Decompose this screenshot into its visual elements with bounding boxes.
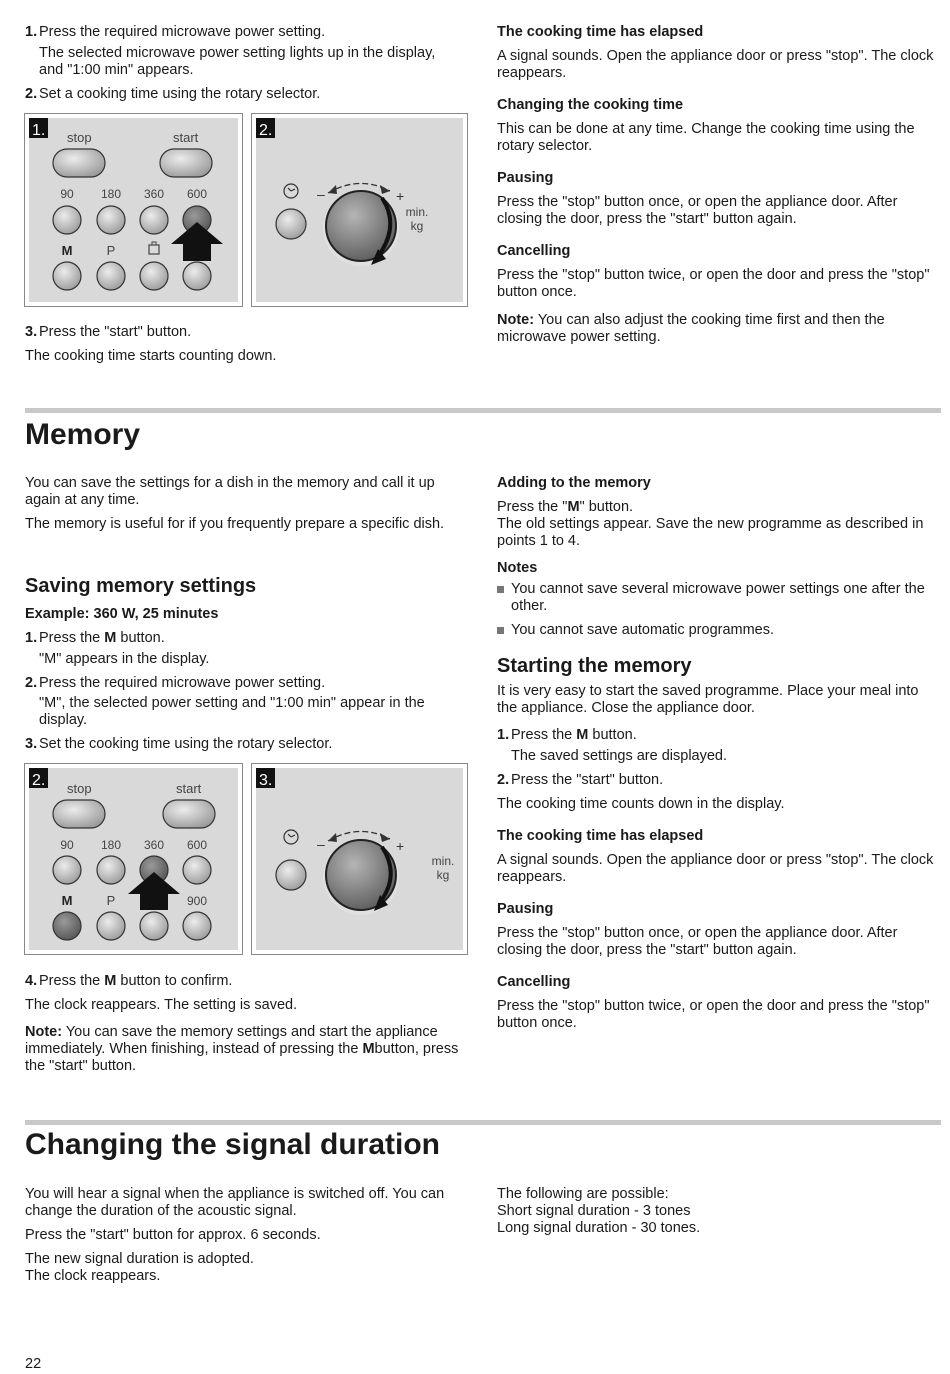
heading-time-elapsed: The cooking time has elapsed: [497, 828, 704, 844]
page-number: 22: [25, 1356, 42, 1372]
example-heading: Example: 360 W, 25 minutes: [25, 606, 219, 622]
memory-step-2-detail: "M", the selected power setting and "1:00 min" appear in the display.: [39, 695, 425, 728]
kg-label: kg: [410, 219, 424, 233]
badge-2-label: 2.: [259, 122, 273, 139]
section-divider: [25, 1120, 941, 1125]
start-label: start: [176, 781, 202, 796]
minus-label: –: [317, 836, 325, 852]
power-button[interactable]: [97, 206, 125, 234]
power-label: 90: [60, 838, 74, 852]
memory-label: M: [61, 893, 73, 908]
badge-3-label: 3.: [259, 772, 273, 789]
programme-label: P: [106, 893, 116, 908]
memory-step-4: 4. Press the M button to confirm.: [25, 973, 233, 989]
power-label: 180: [100, 838, 122, 852]
power-label: 600: [186, 838, 208, 852]
programme-button[interactable]: [97, 912, 125, 940]
step-2: 2. Set a cooking time using the rotary selector.: [25, 86, 321, 102]
start-step-1: 1. Press the M button.: [497, 727, 637, 743]
minus-label: –: [317, 186, 325, 202]
min-label: min.: [405, 205, 429, 219]
paragraph: A signal sounds. Open the appliance door or press "stop". The clock reappears.: [497, 852, 934, 885]
stop-label: stop: [67, 781, 92, 796]
paragraph: Press the "start" button for approx. 6 seconds.: [25, 1227, 321, 1243]
memory-step-1-detail: "M" appears in the display.: [39, 651, 210, 667]
bullet-icon: [497, 627, 504, 634]
paragraph: The following are possible: Short signal duration - 3 tones Long signal duration - 30 tones.: [497, 1186, 701, 1236]
start-step-2-result: The cooking time counts down in the display.: [497, 796, 785, 812]
heading-cancelling: Cancelling: [497, 243, 571, 259]
paragraph: The new signal duration is adopted. The clock reappears.: [25, 1251, 254, 1284]
memory-step-1: 1. Press the M button.: [25, 630, 165, 646]
power-button[interactable]: [97, 856, 125, 884]
start-step-2: 2. Press the "start" button.: [497, 772, 664, 788]
section-divider: [25, 408, 941, 413]
button[interactable]: [140, 912, 168, 940]
clock-button[interactable]: [276, 209, 306, 239]
programme-button[interactable]: [97, 262, 125, 290]
note: Note: You can save the memory settings and start the appliance immediately. When finishing, instead of pressing the Mbutton, press the "start" button.: [25, 1024, 459, 1074]
button[interactable]: [183, 262, 211, 290]
memory-step-4-result: The clock reappears. The setting is saved.: [25, 997, 298, 1013]
plus-label: +: [396, 838, 405, 854]
paragraph: Press the "M" button. The old settings appear. Save the new programme as described in points 1 to 4.: [497, 499, 924, 549]
stop-button[interactable]: [53, 149, 105, 177]
memory-label: M: [61, 243, 73, 258]
paragraph: A signal sounds. Open the appliance door or press "stop". The clock reappears.: [497, 48, 934, 81]
paragraph: Press the "stop" button twice, or open the door and press the "stop" button once.: [497, 998, 930, 1031]
heading-cancelling: Cancelling: [497, 974, 571, 990]
start-button[interactable]: [160, 149, 212, 177]
plus-label: +: [396, 188, 405, 204]
heading-notes: Notes: [497, 560, 538, 576]
heading-pausing: Pausing: [497, 170, 554, 186]
min-label: min.: [431, 854, 455, 868]
start-step-1-detail: The saved settings are displayed.: [511, 748, 728, 764]
paragraph: You can save the settings for a dish in the memory and call it up again at any time.: [25, 475, 435, 508]
paragraph: This can be done at any time. Change the cooking time using the rotary selector.: [497, 121, 915, 154]
memory-button-selected[interactable]: [53, 912, 81, 940]
kg-label: kg: [436, 868, 450, 882]
paragraph: It is very easy to start the saved programme. Place your meal into the appliance. Close the appliance door.: [497, 683, 919, 716]
control-panel-illustration-b: [24, 763, 469, 956]
heading-changing-time: Changing the cooking time: [497, 97, 684, 113]
step-1: 1. Press the required microwave power setting.: [25, 24, 326, 40]
power-button[interactable]: [53, 206, 81, 234]
step-3: 3. Press the "start" button.: [25, 324, 192, 340]
power-button[interactable]: [53, 856, 81, 884]
memory-step-2: 2. Press the required microwave power setting.: [25, 675, 326, 691]
bullet-icon: [497, 586, 504, 593]
heading-adding-memory: Adding to the memory: [497, 475, 651, 491]
paragraph: Press the "stop" button once, or open the appliance door. After closing the door, press the "start" button again.: [497, 925, 898, 958]
heading-time-elapsed: The cooking time has elapsed: [497, 24, 704, 40]
section-title-memory: Memory: [25, 418, 141, 451]
control-panel-illustration-a: [24, 113, 469, 308]
section-title-signal-duration: Changing the signal duration: [25, 1128, 440, 1161]
memory-button[interactable]: [53, 262, 81, 290]
start-label: start: [173, 130, 199, 145]
stop-label: stop: [67, 130, 92, 145]
power-label: 900: [186, 894, 208, 908]
paragraph: Press the "stop" button twice, or open the door and press the "stop" button once.: [497, 267, 930, 300]
heading-pausing: Pausing: [497, 901, 554, 917]
paragraph: You will hear a signal when the appliance is switched off. You can change the duration of the acoustic signal.: [25, 1186, 445, 1219]
stop-button[interactable]: [53, 800, 105, 828]
programme-label: P: [106, 243, 116, 258]
power-button[interactable]: [140, 206, 168, 234]
badge-2-label: 2.: [32, 772, 46, 789]
power-label: 600: [186, 187, 208, 201]
heading-saving-memory: Saving memory settings: [25, 575, 257, 597]
weight-button[interactable]: [140, 262, 168, 290]
clock-button[interactable]: [276, 860, 306, 890]
step-3-result: The cooking time starts counting down.: [25, 348, 277, 364]
power-label: 360: [143, 838, 165, 852]
note: Note: You can also adjust the cooking time first and then the microwave power setting.: [497, 312, 885, 345]
power-label: 90: [60, 187, 74, 201]
power-label: 180: [100, 187, 122, 201]
badge-1-label: 1.: [32, 122, 46, 139]
start-button[interactable]: [163, 800, 215, 828]
paragraph: Press the "stop" button once, or open the appliance door. After closing the door, press the "start" button again.: [497, 194, 898, 227]
memory-step-3: 3. Set the cooking time using the rotary selector.: [25, 736, 333, 752]
heading-starting-memory: Starting the memory: [497, 655, 692, 677]
power-button[interactable]: [183, 856, 211, 884]
step-1-detail: The selected microwave power setting lights up in the display, and "1:00 min" appears.: [39, 45, 436, 78]
power-button[interactable]: [183, 912, 211, 940]
power-label: 360: [143, 187, 165, 201]
paragraph: The memory is useful for if you frequently prepare a specific dish.: [25, 516, 445, 532]
